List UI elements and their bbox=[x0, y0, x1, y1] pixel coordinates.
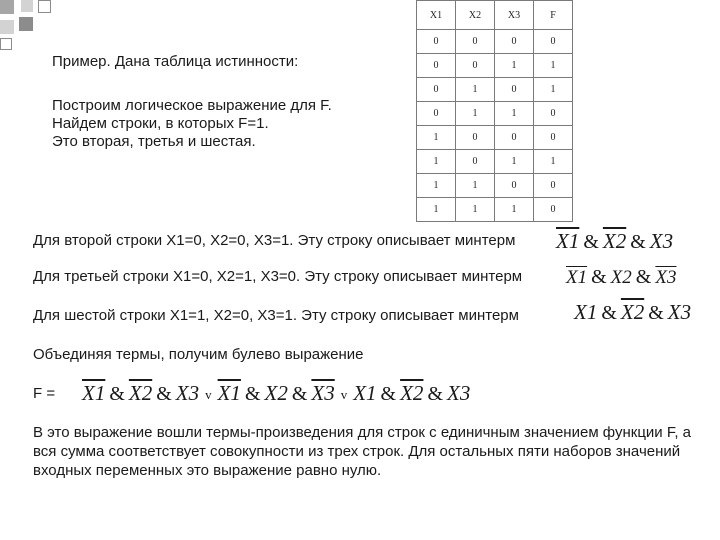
and-symbol: & bbox=[291, 383, 308, 405]
table-cell: 0 bbox=[417, 78, 456, 102]
table-cell: 0 bbox=[417, 30, 456, 54]
decor-square bbox=[0, 0, 14, 14]
intro-find: Найдем строки, в которых F=1. bbox=[52, 115, 269, 132]
table-cell: 0 bbox=[456, 30, 495, 54]
intro-example: Пример. Дана таблица истинности: bbox=[52, 53, 299, 70]
table-cell: 0 bbox=[456, 126, 495, 150]
minterm-row3 bbox=[566, 266, 676, 289]
f-label: F = bbox=[33, 385, 56, 402]
and-symbol: & bbox=[601, 302, 617, 324]
table-cell: 0 bbox=[417, 102, 456, 126]
decor-square bbox=[38, 0, 51, 13]
table-cell: 1 bbox=[495, 102, 534, 126]
minterm-row6 bbox=[574, 300, 691, 325]
and-symbol: & bbox=[630, 231, 646, 253]
and-symbol: & bbox=[427, 383, 443, 405]
table-cell: 1 bbox=[495, 198, 534, 222]
table-cell: 1 bbox=[495, 54, 534, 78]
x2-term: X2 bbox=[610, 267, 632, 288]
table-cell: 0 bbox=[495, 126, 534, 150]
truth-table bbox=[416, 0, 573, 222]
x2-negated: X2 bbox=[400, 381, 424, 405]
table-cell: 1 bbox=[534, 78, 573, 102]
row2-text: Для второй строки X1=0, X2=0, X3=1. Эту строку описывает минтерм bbox=[33, 232, 516, 249]
conclusion-paragraph: В это выражение вошли термы-произведения для строк с единичным значением функции F, а вся сумма соответствует совокупности из трех строк. Для остальных пяти наборов значений входных переменных это выражение равно нулю. bbox=[33, 424, 692, 479]
boolean-expression bbox=[82, 381, 470, 406]
x1-term: X1 bbox=[353, 381, 377, 405]
decor-square bbox=[0, 20, 14, 34]
x3-negated: X3 bbox=[655, 267, 677, 288]
table-row bbox=[417, 198, 573, 222]
x1-term: X1 bbox=[574, 300, 598, 324]
x3-term: X3 bbox=[175, 381, 200, 405]
header-x2: X2 bbox=[456, 1, 495, 30]
table-cell: 0 bbox=[534, 198, 573, 222]
table-cell: 1 bbox=[417, 150, 456, 174]
row6-text: Для шестой строки X1=1, X2=0, X3=1. Эту строку описывает минтерм bbox=[33, 307, 519, 324]
table-cell: 0 bbox=[534, 30, 573, 54]
table-row bbox=[417, 102, 573, 126]
table-cell: 0 bbox=[495, 174, 534, 198]
table-cell: 0 bbox=[456, 54, 495, 78]
or-symbol: v bbox=[340, 387, 348, 402]
x1-negated: X1 bbox=[217, 381, 241, 405]
table-cell: 1 bbox=[456, 102, 495, 126]
and-symbol: & bbox=[591, 266, 607, 288]
decor-square bbox=[0, 38, 12, 50]
x2-term: X2 bbox=[264, 381, 288, 405]
table-cell: 1 bbox=[417, 126, 456, 150]
intro-rows: Это вторая, третья и шестая. bbox=[52, 133, 256, 150]
table-cell: 1 bbox=[417, 174, 456, 198]
combine-text: Объединяя термы, получим булево выражение bbox=[33, 346, 364, 363]
x1-negated: X1 bbox=[82, 381, 106, 405]
header-x1: X1 bbox=[417, 1, 456, 30]
x2-negated: X2 bbox=[128, 381, 153, 405]
row3-text: Для третьей строки X1=0, X2=1, X3=0. Эту строку описывает минтерм bbox=[33, 268, 523, 285]
and-symbol: & bbox=[109, 383, 125, 405]
decor-square bbox=[21, 0, 33, 12]
table-cell: 0 bbox=[456, 150, 495, 174]
and-symbol: & bbox=[648, 302, 664, 324]
truth-table-header bbox=[417, 1, 573, 30]
and-symbol: & bbox=[583, 231, 599, 253]
x3-term: X3 bbox=[649, 229, 674, 253]
decor-square bbox=[19, 17, 33, 31]
x3-term: X3 bbox=[447, 381, 471, 405]
table-cell: 1 bbox=[534, 150, 573, 174]
and-symbol: & bbox=[244, 383, 261, 405]
table-cell: 1 bbox=[456, 198, 495, 222]
table-cell: 1 bbox=[495, 150, 534, 174]
x2-negated: X2 bbox=[602, 229, 627, 253]
and-symbol: & bbox=[635, 266, 652, 288]
x1-negated: X1 bbox=[556, 229, 580, 253]
table-cell: 1 bbox=[456, 78, 495, 102]
x1-negated: X1 bbox=[566, 267, 588, 288]
header-f: F bbox=[534, 1, 573, 30]
and-symbol: & bbox=[380, 383, 397, 405]
x3-term: X3 bbox=[667, 300, 692, 324]
intro-build: Построим логическое выражение для F. bbox=[52, 97, 332, 114]
table-row bbox=[417, 174, 573, 198]
table-cell: 0 bbox=[534, 174, 573, 198]
header-x3: X3 bbox=[495, 1, 534, 30]
table-cell: 0 bbox=[534, 102, 573, 126]
table-row bbox=[417, 78, 573, 102]
table-cell: 0 bbox=[534, 126, 573, 150]
table-cell: 0 bbox=[495, 30, 534, 54]
minterm-row2 bbox=[556, 229, 673, 254]
table-cell: 1 bbox=[456, 174, 495, 198]
table-cell: 1 bbox=[417, 198, 456, 222]
or-symbol: v bbox=[205, 387, 212, 402]
table-cell: 0 bbox=[417, 54, 456, 78]
table-row bbox=[417, 30, 573, 54]
table-row bbox=[417, 54, 573, 78]
table-row bbox=[417, 150, 573, 174]
x2-negated: X2 bbox=[620, 300, 645, 324]
and-symbol: & bbox=[156, 383, 172, 405]
table-cell: 0 bbox=[495, 78, 534, 102]
table-row bbox=[417, 126, 573, 150]
x3-negated: X3 bbox=[311, 381, 335, 405]
table-cell: 1 bbox=[534, 54, 573, 78]
